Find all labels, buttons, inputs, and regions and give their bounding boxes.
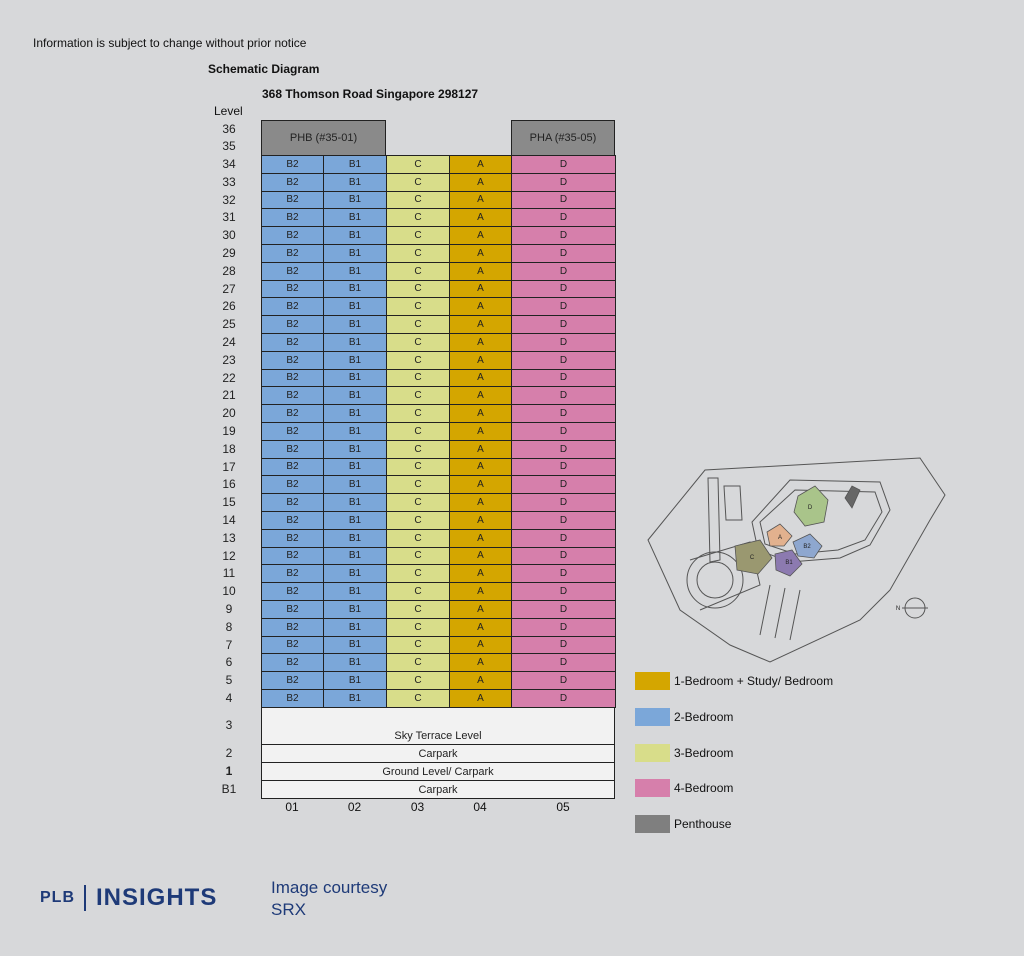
unit-cell: B2: [261, 280, 324, 299]
unit-cell: B1: [323, 297, 387, 316]
unit-cell: D: [511, 404, 616, 423]
unit-cell: A: [449, 475, 512, 494]
legend-label: 2-Bedroom: [674, 710, 734, 724]
unit-cell: C: [386, 369, 450, 388]
unit-cell: B1: [323, 262, 387, 281]
unit-cell: B1: [323, 191, 387, 210]
image-courtesy: [271, 877, 387, 921]
unit-cell: D: [511, 369, 616, 388]
unit-cell: B1: [323, 653, 387, 672]
unit-cell: C: [386, 618, 450, 637]
unit-cell: B1: [323, 226, 387, 245]
unit-cell: C: [386, 600, 450, 619]
unit-cell: D: [511, 493, 616, 512]
unit-cell: B2: [261, 386, 324, 405]
level-label: 6: [225, 655, 233, 670]
unit-cell: A: [449, 262, 512, 281]
unit-cell: A: [449, 191, 512, 210]
site-block-c-label: C: [749, 555, 755, 561]
level-label: 27: [222, 281, 236, 296]
unit-cell: C: [386, 475, 450, 494]
unit-cell: A: [449, 564, 512, 583]
stack-number: 02: [347, 800, 362, 814]
legend-label: Penthouse: [674, 817, 732, 831]
unit-cell: B2: [261, 653, 324, 672]
unit-cell: B1: [323, 315, 387, 334]
unit-cell: C: [386, 689, 450, 708]
unit-cell: B2: [261, 458, 324, 477]
logo-insights-text: INSIGHTS: [96, 884, 218, 911]
floor-sky-terrace-level: Sky Terrace Level: [261, 707, 615, 745]
unit-cell: A: [449, 155, 512, 174]
unit-cell: C: [386, 511, 450, 530]
level-label: 12: [222, 548, 236, 563]
project-address: 368 Thomson Road Singapore 298127: [262, 87, 479, 101]
unit-cell: C: [386, 458, 450, 477]
unit-cell: B2: [261, 529, 324, 548]
unit-cell: B2: [261, 422, 324, 441]
unit-cell: B1: [323, 689, 387, 708]
unit-cell: D: [511, 386, 616, 405]
unit-cell: A: [449, 547, 512, 566]
unit-cell: C: [386, 582, 450, 601]
level-label: 10: [222, 584, 236, 599]
unit-cell: B1: [323, 547, 387, 566]
unit-cell: B2: [261, 351, 324, 370]
level-label: 23: [222, 352, 236, 367]
unit-cell: C: [386, 262, 450, 281]
level-label: B1: [221, 782, 237, 796]
unit-cell: D: [511, 351, 616, 370]
site-block-b2-label: B2: [803, 544, 811, 550]
level-label: 17: [222, 459, 236, 474]
unit-cell: A: [449, 618, 512, 637]
unit-cell: B2: [261, 155, 324, 174]
level-label: 9: [225, 602, 233, 616]
unit-cell: B1: [323, 636, 387, 655]
unit-cell: B1: [323, 155, 387, 174]
unit-cell: C: [386, 404, 450, 423]
legend-swatch: [635, 815, 670, 833]
level-label: 36: [222, 122, 236, 136]
stack-number: 04: [473, 800, 487, 814]
unit-cell: D: [511, 208, 616, 227]
unit-cell: B1: [323, 564, 387, 583]
unit-cell: C: [386, 333, 450, 352]
unit-cell: C: [386, 351, 450, 370]
unit-cell: D: [511, 636, 616, 655]
unit-cell: A: [449, 529, 512, 548]
unit-cell: D: [511, 244, 616, 263]
unit-cell: B2: [261, 689, 324, 708]
unit-cell: A: [449, 173, 512, 192]
unit-cell: D: [511, 600, 616, 619]
unit-cell: B1: [323, 351, 387, 370]
unit-cell: B1: [323, 208, 387, 227]
compass-label: N: [895, 606, 901, 612]
unit-cell: B1: [323, 280, 387, 299]
unit-cell: A: [449, 600, 512, 619]
unit-cell: A: [449, 404, 512, 423]
unit-cell: D: [511, 618, 616, 637]
level-label: 5: [225, 673, 233, 688]
level-label: 25: [222, 317, 236, 332]
unit-cell: B1: [323, 386, 387, 405]
unit-cell: C: [386, 440, 450, 459]
level-label: 8: [225, 619, 233, 634]
level-label: 16: [222, 477, 236, 492]
unit-cell: B2: [261, 226, 324, 245]
level-label: 11: [222, 566, 236, 581]
unit-cell: D: [511, 315, 616, 334]
unit-cell: B1: [323, 369, 387, 388]
penthouse-pha: PHA (#35-05): [511, 120, 615, 156]
unit-cell: D: [511, 297, 616, 316]
courtesy-line-1: Image courtesy: [271, 878, 388, 897]
unit-cell: A: [449, 315, 512, 334]
unit-cell: C: [386, 226, 450, 245]
logo-plb-text: PLB: [40, 889, 75, 906]
unit-cell: A: [449, 208, 512, 227]
unit-cell: B2: [261, 191, 324, 210]
level-label: 13: [222, 530, 236, 545]
unit-cell: B2: [261, 671, 324, 690]
level-label: 29: [222, 246, 236, 260]
legend-label: 1-Bedroom + Study/ Bedroom: [674, 674, 834, 688]
unit-cell: B1: [323, 458, 387, 477]
unit-cell: A: [449, 636, 512, 655]
level-label: 24: [222, 335, 236, 349]
level-label: 20: [222, 406, 236, 421]
unit-cell: D: [511, 262, 616, 281]
unit-cell: B2: [261, 511, 324, 530]
unit-cell: A: [449, 458, 512, 477]
unit-cell: C: [386, 493, 450, 512]
level-label: 3: [225, 718, 233, 732]
unit-cell: D: [511, 547, 616, 566]
level-label: 31: [222, 210, 236, 225]
unit-cell: A: [449, 351, 512, 370]
unit-cell: B2: [261, 547, 324, 566]
unit-cell: A: [449, 386, 512, 405]
unit-cell: B2: [261, 244, 324, 263]
unit-cell: D: [511, 564, 616, 583]
level-label: 7: [225, 637, 233, 652]
floor-ground-level-carpark: Ground Level/ Carpark: [261, 762, 615, 781]
unit-cell: D: [511, 155, 616, 174]
level-label: 4: [225, 691, 233, 705]
stack-number: 01: [285, 800, 299, 814]
unit-cell: D: [511, 191, 616, 210]
unit-cell: B2: [261, 440, 324, 459]
unit-cell: B2: [261, 262, 324, 281]
site-block-b1-label: B1: [785, 560, 793, 566]
unit-cell: D: [511, 458, 616, 477]
level-label: 1: [225, 764, 233, 778]
unit-cell: A: [449, 369, 512, 388]
unit-cell: A: [449, 653, 512, 672]
unit-cell: B1: [323, 600, 387, 619]
unit-cell: B1: [323, 475, 387, 494]
unit-cell: B2: [261, 636, 324, 655]
unit-cell: A: [449, 671, 512, 690]
legend-swatch: [635, 672, 670, 690]
unit-cell: A: [449, 333, 512, 352]
level-label: 35: [222, 139, 236, 153]
unit-cell: D: [511, 333, 616, 352]
level-label: 34: [222, 157, 236, 171]
unit-cell: D: [511, 671, 616, 690]
unit-cell: B1: [323, 618, 387, 637]
unit-cell: B1: [323, 422, 387, 441]
unit-cell: B1: [323, 333, 387, 352]
unit-cell: C: [386, 422, 450, 441]
unit-cell: A: [449, 689, 512, 708]
unit-cell: D: [511, 280, 616, 299]
unit-cell: B1: [323, 671, 387, 690]
unit-cell: B1: [323, 493, 387, 512]
level-label: 2: [225, 746, 233, 760]
unit-cell: B2: [261, 493, 324, 512]
level-label: 18: [222, 441, 236, 456]
unit-cell: C: [386, 173, 450, 192]
unit-cell: B1: [323, 440, 387, 459]
unit-cell: D: [511, 529, 616, 548]
unit-cell: D: [511, 653, 616, 672]
plb-insights-logo: [40, 884, 217, 912]
legend-swatch: [635, 744, 670, 762]
unit-cell: C: [386, 386, 450, 405]
courtesy-source: SRX: [271, 900, 306, 919]
unit-cell: A: [449, 244, 512, 263]
unit-cell: C: [386, 244, 450, 263]
unit-cell: B2: [261, 618, 324, 637]
unit-cell: D: [511, 689, 616, 708]
unit-cell: D: [511, 475, 616, 494]
unit-cell: B2: [261, 369, 324, 388]
level-label: 15: [222, 495, 236, 510]
stack-number: 05: [556, 800, 570, 814]
unit-cell: C: [386, 208, 450, 227]
unit-cell: B1: [323, 244, 387, 263]
unit-cell: B2: [261, 333, 324, 352]
level-label: 30: [222, 228, 236, 243]
unit-cell: D: [511, 582, 616, 601]
diagram-title: Schematic Diagram: [208, 62, 320, 76]
unit-cell: B2: [261, 600, 324, 619]
unit-cell: B1: [323, 529, 387, 548]
penthouse-phb: PHB (#35-01): [261, 120, 386, 156]
disclaimer-notice: Information is subject to change without prior notice: [33, 36, 307, 50]
unit-cell: A: [449, 422, 512, 441]
unit-cell: B2: [261, 475, 324, 494]
level-label: 21: [222, 388, 236, 403]
unit-cell: C: [386, 653, 450, 672]
unit-cell: B1: [323, 404, 387, 423]
level-column-header: Level: [214, 104, 243, 118]
unit-cell: A: [449, 440, 512, 459]
floor-carpark: Carpark: [261, 780, 615, 799]
unit-cell: A: [449, 280, 512, 299]
level-label: 32: [222, 192, 236, 207]
unit-cell: D: [511, 422, 616, 441]
unit-cell: B2: [261, 564, 324, 583]
unit-cell: B2: [261, 582, 324, 601]
level-label: 14: [222, 513, 236, 527]
site-block-d-label: D: [807, 505, 813, 511]
unit-cell: B2: [261, 315, 324, 334]
unit-cell: C: [386, 671, 450, 690]
unit-cell: D: [511, 511, 616, 530]
unit-cell: A: [449, 226, 512, 245]
unit-cell: B2: [261, 173, 324, 192]
level-label: 19: [222, 424, 236, 438]
unit-cell: A: [449, 582, 512, 601]
unit-cell: B2: [261, 208, 324, 227]
unit-cell: A: [449, 493, 512, 512]
unit-cell: C: [386, 529, 450, 548]
unit-cell: B1: [323, 582, 387, 601]
unit-cell: C: [386, 191, 450, 210]
unit-cell: C: [386, 547, 450, 566]
legend-swatch: [635, 708, 670, 726]
stack-number: 03: [410, 800, 425, 814]
logo-divider: [84, 885, 86, 911]
site-block-a-label: A: [777, 535, 783, 541]
legend-label: 4-Bedroom: [674, 781, 734, 795]
site-plan: [640, 450, 960, 670]
level-label: 33: [222, 174, 236, 189]
unit-cell: D: [511, 173, 616, 192]
unit-cell: C: [386, 155, 450, 174]
unit-cell: C: [386, 564, 450, 583]
unit-cell: D: [511, 226, 616, 245]
unit-cell: A: [449, 297, 512, 316]
unit-cell: C: [386, 297, 450, 316]
unit-cell: B2: [261, 404, 324, 423]
level-label: 22: [222, 370, 236, 385]
unit-cell: C: [386, 280, 450, 299]
unit-cell: B2: [261, 297, 324, 316]
unit-cell: C: [386, 636, 450, 655]
unit-cell: A: [449, 511, 512, 530]
unit-cell: B1: [323, 173, 387, 192]
floor-carpark: Carpark: [261, 744, 615, 763]
level-label: 26: [222, 299, 236, 314]
unit-cell: C: [386, 315, 450, 334]
level-label: 28: [222, 263, 236, 278]
legend-label: 3-Bedroom: [674, 746, 734, 760]
unit-cell: B1: [323, 511, 387, 530]
legend-swatch: [635, 779, 670, 797]
unit-cell: D: [511, 440, 616, 459]
